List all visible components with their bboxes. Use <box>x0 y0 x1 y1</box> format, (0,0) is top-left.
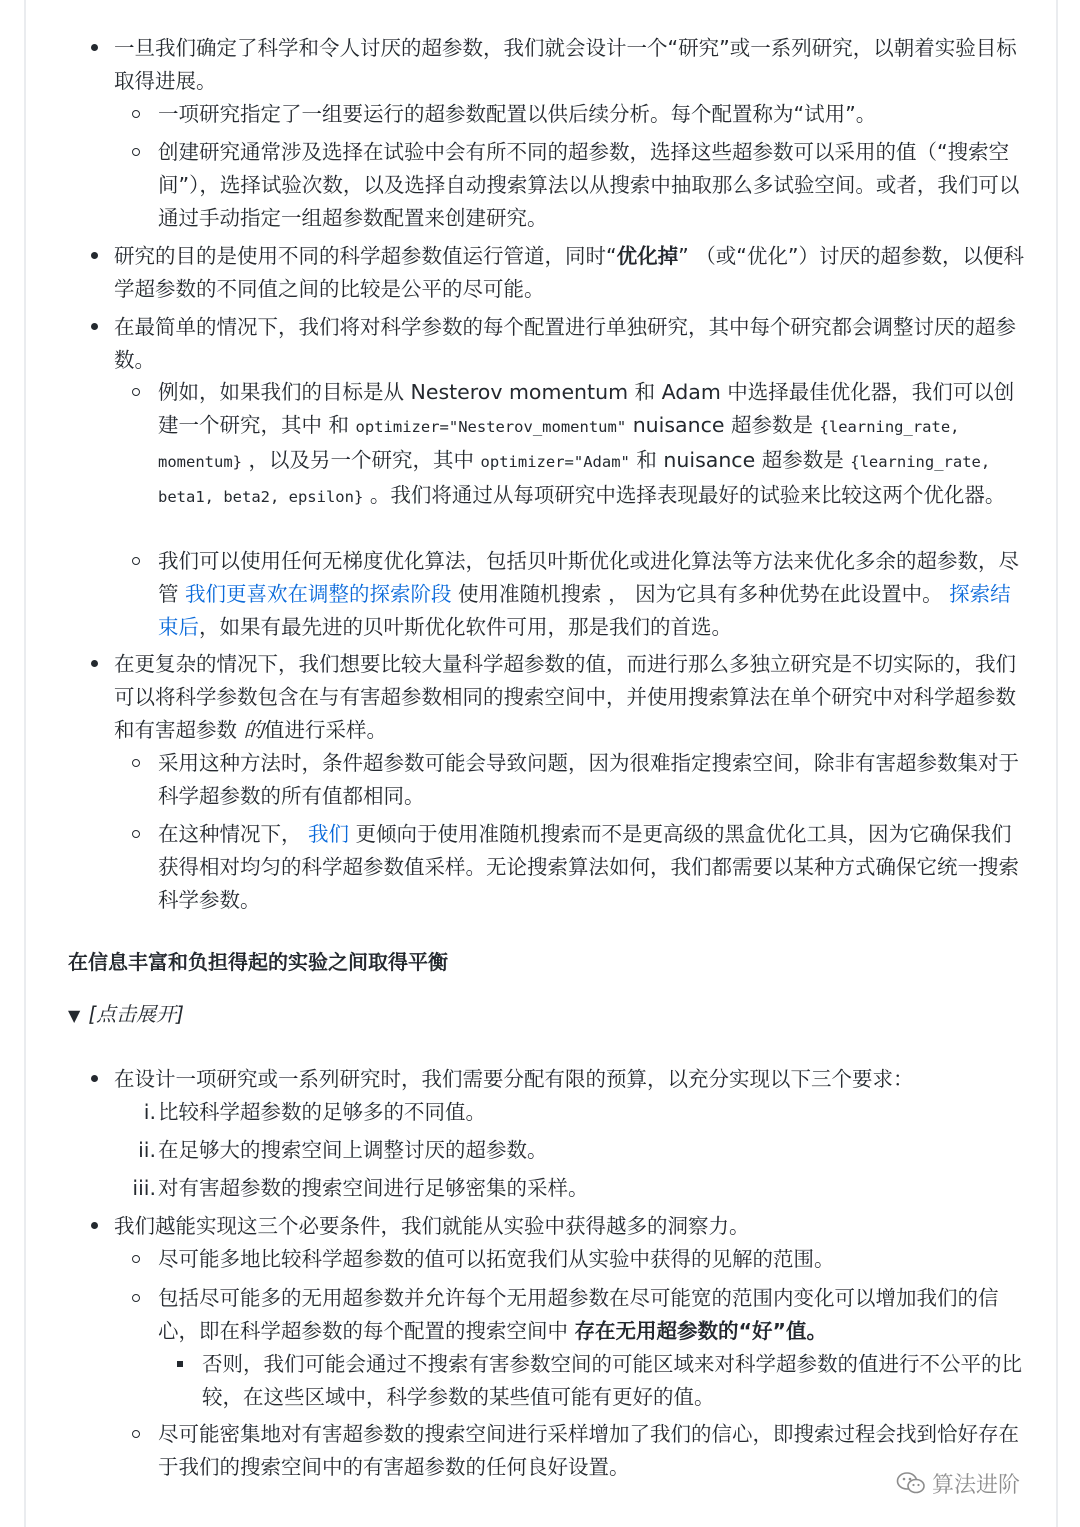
list-item <box>68 240 1028 306</box>
list-item <box>68 376 1028 514</box>
disc-bullet-icon <box>84 1063 104 1096</box>
disc-bullet-icon <box>84 240 104 273</box>
list-item <box>68 311 1028 377</box>
list-item-text: 比较科学超参数的足够多的不同值。 <box>158 1100 486 1124</box>
details-label: [点击展开] <box>88 1002 184 1026</box>
disc-bullet-icon <box>84 1210 104 1243</box>
inline-code: {learning_rate, beta1, beta2, epsilon} <box>158 453 991 506</box>
list-item <box>68 1243 1028 1276</box>
text-segment: 和 nuisance 超参数是 <box>629 448 851 472</box>
roman-numeral: iii. <box>132 1176 156 1200</box>
document-page <box>24 0 1058 1527</box>
text-segment: 更倾向于使用准随机搜索而不是更高级的黑盒优化工具，因为它确保我们获得相对均匀的科学超参数值采样。无论搜索算法如何，我们都需要以某种方式确保它统一搜索科学参数。 <box>158 822 1019 912</box>
roman-numeral: i. <box>143 1100 156 1124</box>
list-item-text: 创建研究通常涉及选择在试验中会有所不同的超参数，选择这些超参数可以采用的值（“搜索空间”），选择试验次数，以及选择自动搜索算法以从搜索中抽取那么多试验空间。或者，我们可以通过手动指定一组超参数配置来创建研究。 <box>158 140 1020 230</box>
list-item <box>68 648 1028 747</box>
list-item <box>68 136 1028 235</box>
ordered-item <box>68 1172 1028 1205</box>
inline-code: optimizer="Adam" <box>480 453 630 471</box>
text-segment: 在这种情况下， <box>158 822 309 846</box>
text-segment: nuisance 超参数是 <box>626 413 820 437</box>
list-item <box>68 818 1028 917</box>
list-item <box>68 98 1028 131</box>
circle-bullet-icon <box>126 747 146 780</box>
text-segment: 我们可以使用任何无梯度优化算法，包括贝叶斯优化或进化算法等方法来优化多余的超参数，尽管 <box>158 549 1019 606</box>
list-item <box>68 1418 1028 1484</box>
ordered-item <box>68 1134 1028 1167</box>
bold-text: 存在无用超参数的“好”值。 <box>574 1319 827 1343</box>
disc-bullet-icon <box>84 311 104 344</box>
disc-bullet-icon <box>84 648 104 681</box>
list-item-text: 对有害超参数的搜索空间进行足够密集的采样。 <box>158 1176 589 1200</box>
list-item-text: 尽可能多地比较科学超参数的值可以拓宽我们从实验中获得的见解的范围。 <box>158 1247 835 1271</box>
wechat-icon <box>896 1470 926 1496</box>
inline-code: {learning_rate, momentum} <box>158 418 960 471</box>
triangle-down-icon: ▼ <box>68 1006 81 1025</box>
list-item-text: 在设计一项研究或一系列研究时，我们需要分配有限的预算，以充分实现以下三个要求： <box>114 1067 914 1091</box>
circle-bullet-icon <box>126 1243 146 1276</box>
italic-text: 的 <box>243 718 265 742</box>
circle-bullet-icon <box>126 545 146 578</box>
watermark-text: 算法进阶 <box>932 1472 1021 1498</box>
list-item-text: 在足够大的搜索空间上调整讨厌的超参数。 <box>158 1138 548 1162</box>
list-item <box>68 1210 1028 1243</box>
after-exploration-link[interactable]: 探索结束后 <box>158 582 1011 639</box>
circle-bullet-icon <box>126 818 146 851</box>
exploration-phase-link[interactable]: 我们更喜欢在调整的探索阶段 <box>185 582 452 606</box>
disc-bullet-icon <box>84 32 104 65</box>
list-item-text: 尽可能密集地对有害超参数的搜索空间进行采样增加了我们的信心，即搜索过程会找到恰好存在于我们的搜索空间中的有害超参数的任何良好设置。 <box>158 1422 1019 1479</box>
list-item-text: 一项研究指定了一组要运行的超参数配置以供后续分析。每个配置称为“试用”。 <box>158 102 877 126</box>
section-heading: 在信息丰富和负担得起的实验之间取得平衡 <box>68 950 448 974</box>
list-item <box>68 1063 1028 1096</box>
text-segment: 研究的目的是使用不同的科学超参数值运行管道，同时“ <box>114 244 617 268</box>
text-segment: 。我们将通过从每项研究中选择表现最好的试验来比较这两个优化器。 <box>363 483 1006 507</box>
square-bullet-icon <box>170 1348 190 1381</box>
text-segment: 包括尽可能多的无用超参数并允许每个无用超参数在尽可能宽的范围内变化可以增加我们的信心，即在科学超参数的每个配置的搜索空间中 <box>158 1286 999 1343</box>
text-segment: 在更复杂的情况下，我们想要比较大量科学超参数的值，而进行那么多独立研究是不切实际的，我们可以将科学参数包含在与有害超参数相同的搜索空间中，并使用搜索算法在单个研究中对科学超参数和有害超参数 <box>114 652 1016 742</box>
text-segment: ，以及另一个研究，其中 <box>242 448 481 472</box>
list-item <box>68 32 1028 98</box>
inline-code: optimizer="Nesterov_momentum" <box>355 418 627 436</box>
ordered-item <box>68 1096 1028 1129</box>
list-item <box>68 545 1028 644</box>
circle-bullet-icon <box>126 1282 146 1315</box>
list-item <box>68 1348 1028 1414</box>
text-segment: 例如，如果我们的目标是从 Nesterov momentum 和 Adam 中选择最佳优化器，我们可以创建一个研究，其中 和 <box>158 380 1015 437</box>
list-item-text: 在最简单的情况下，我们将对科学参数的每个配置进行单独研究，其中每个研究都会调整讨厌的超参数。 <box>114 315 1016 372</box>
roman-numeral: ii. <box>138 1138 156 1162</box>
bold-text: 优化掉 <box>616 244 679 268</box>
text-segment: ” （或“优化”）讨厌的超参数，以便科学超参数的不同值之间的比较是公平的尽可能。 <box>114 244 1025 301</box>
circle-bullet-icon <box>126 98 146 131</box>
list-item-text: 采用这种方法时，条件超参数可能会导致问题，因为很难指定搜索空间，除非有害超参数集对于科学超参数的所有值都相同。 <box>158 751 1019 808</box>
details-toggle[interactable] <box>68 998 184 1032</box>
we-link[interactable]: 我们 <box>308 822 350 846</box>
watermark <box>896 1466 1066 1500</box>
list-item <box>68 1282 1028 1348</box>
list-item-text: 否则，我们可能会通过不搜索有害参数空间的可能区域来对科学超参数的值进行不公平的比较，在这些区域中，科学参数的某些值可能有更好的值。 <box>202 1352 1022 1409</box>
text-segment: ，如果有最先进的贝叶斯优化软件可用，那是我们的首选。 <box>199 615 732 639</box>
circle-bullet-icon <box>126 376 146 409</box>
text-segment: 值进行采样。 <box>264 718 388 742</box>
list-item <box>68 747 1028 813</box>
circle-bullet-icon <box>126 136 146 169</box>
list-item-text: 我们越能实现这三个必要条件，我们就能从实验中获得越多的洞察力。 <box>114 1214 750 1238</box>
list-item-text: 一旦我们确定了科学和令人讨厌的超参数，我们就会设计一个“研究”或一系列研究，以朝着实验目标取得进展。 <box>114 36 1017 93</box>
circle-bullet-icon <box>126 1418 146 1451</box>
text-segment: 使用准随机搜索 ， 因为它具有多种优势在此设置中。 <box>451 582 950 606</box>
